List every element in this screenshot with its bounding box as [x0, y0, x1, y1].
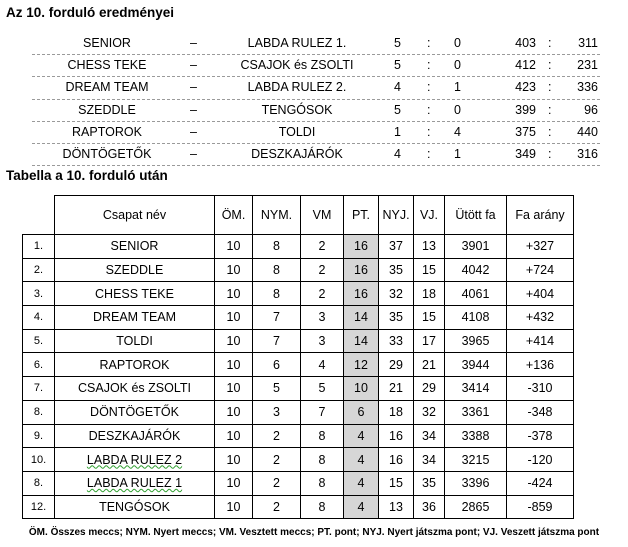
vj-cell: 15 — [414, 258, 445, 282]
pt-cell: 4 — [344, 471, 379, 495]
home-pins: 412 — [515, 58, 536, 73]
arany-cell: +404 — [507, 282, 574, 306]
away-team: DESZKAJÁRÓK — [251, 146, 343, 161]
pt-cell: 4 — [344, 424, 379, 448]
utott-cell: 3414 — [445, 377, 507, 401]
team-cell — [55, 471, 215, 495]
result-row — [32, 77, 600, 99]
nym-cell: 3 — [253, 400, 301, 424]
arany-cell: -348 — [507, 400, 574, 424]
score-colon: : — [427, 36, 431, 50]
utott-cell: 3361 — [445, 400, 507, 424]
vm-cell: 8 — [301, 424, 344, 448]
rank-cell: 12. — [23, 495, 55, 519]
nym-cell: 7 — [253, 329, 301, 353]
rank-header — [23, 196, 55, 235]
table-row — [23, 424, 574, 448]
dash: – — [190, 102, 197, 117]
score-colon: : — [427, 124, 431, 139]
away-pins: 96 — [584, 102, 598, 117]
pins-colon: : — [548, 146, 552, 161]
home-pins: 399 — [515, 102, 536, 117]
table-row — [23, 329, 574, 353]
om-cell: 10 — [215, 282, 253, 306]
home-pins: 423 — [515, 80, 536, 95]
om-cell: 10 — [215, 258, 253, 282]
away-pins: 440 — [577, 124, 598, 139]
nym-cell: 2 — [253, 448, 301, 472]
vm-cell: 5 — [301, 377, 344, 401]
utott-cell: 4042 — [445, 258, 507, 282]
vm-cell: 2 — [301, 282, 344, 306]
nym-cell: 6 — [253, 353, 301, 377]
home-pins: 349 — [515, 146, 536, 161]
away-score: 0 — [454, 102, 461, 117]
arany-header: Fa arány — [507, 196, 574, 235]
dash: – — [190, 58, 197, 73]
om-cell: 10 — [215, 235, 253, 259]
pt-cell: 16 — [344, 235, 379, 259]
pins-colon: : — [548, 36, 552, 50]
nym-cell: 5 — [253, 377, 301, 401]
nyj-cell: 18 — [379, 400, 414, 424]
vm-cell: 4 — [301, 353, 344, 377]
home-team: SENIOR — [83, 36, 131, 50]
arany-cell: -310 — [507, 377, 574, 401]
utott-cell: 4108 — [445, 306, 507, 330]
nym-cell: 7 — [253, 306, 301, 330]
home-team: SZEDDLE — [78, 102, 136, 117]
rank-cell: 7. — [23, 377, 55, 401]
nyj-cell: 37 — [379, 235, 414, 259]
team-cell: RAPTOROK — [55, 353, 215, 377]
pins-colon: : — [548, 58, 552, 73]
arany-cell: +724 — [507, 258, 574, 282]
om-cell: 10 — [215, 448, 253, 472]
nyj-cell: 13 — [379, 495, 414, 519]
table-row — [23, 448, 574, 472]
away-score: 0 — [454, 58, 461, 73]
arany-cell: -859 — [507, 495, 574, 519]
pt-cell: 14 — [344, 306, 379, 330]
vj-cell: 32 — [414, 400, 445, 424]
utott-cell: 3215 — [445, 448, 507, 472]
om-cell: 10 — [215, 377, 253, 401]
home-score: 5 — [394, 58, 401, 73]
om-cell: 10 — [215, 353, 253, 377]
away-score: 1 — [454, 80, 461, 95]
home-score: 4 — [394, 80, 401, 95]
utott-cell: 3396 — [445, 471, 507, 495]
pt-cell: 6 — [344, 400, 379, 424]
nyj-cell: 15 — [379, 471, 414, 495]
om-cell: 10 — [215, 424, 253, 448]
team-cell: CHESS TEKE — [55, 282, 215, 306]
pt-cell: 12 — [344, 353, 379, 377]
vm-header: VM — [301, 196, 344, 235]
vm-cell: 3 — [301, 329, 344, 353]
legend-footnote: ÖM. Összes meccs; NYM. Nyert meccs; VM. Vesztett meccs; PT. pont; NYJ. Nyert játszma pont; VJ. Veszett játszma pont — [28, 527, 600, 538]
om-cell: 10 — [215, 329, 253, 353]
pt-cell: 16 — [344, 258, 379, 282]
utott-cell: 3944 — [445, 353, 507, 377]
om-cell: 10 — [215, 306, 253, 330]
utott-cell: 3965 — [445, 329, 507, 353]
vj-cell: 34 — [414, 448, 445, 472]
nyj-cell: 33 — [379, 329, 414, 353]
vj-cell: 15 — [414, 306, 445, 330]
away-pins: 311 — [578, 36, 598, 50]
rank-cell: 3. — [23, 282, 55, 306]
team-cell: SZEDDLE — [55, 258, 215, 282]
result-row — [32, 100, 600, 122]
table-row — [23, 282, 574, 306]
utott-cell: 3901 — [445, 235, 507, 259]
pt-cell: 4 — [344, 495, 379, 519]
home-team: DÖNTÖGETŐK — [62, 146, 152, 161]
dash: – — [190, 124, 197, 139]
vm-cell: 8 — [301, 495, 344, 519]
result-row — [32, 122, 600, 144]
away-pins: 231 — [577, 58, 598, 73]
utott-cell: 3388 — [445, 424, 507, 448]
dash: – — [190, 80, 197, 95]
arany-cell: +327 — [507, 235, 574, 259]
om-header: ÖM. — [215, 196, 253, 235]
away-team: LABDA RULEZ 1. — [247, 36, 347, 50]
rank-cell: 9. — [23, 424, 55, 448]
away-pins: 316 — [577, 146, 598, 161]
arany-cell: -424 — [507, 471, 574, 495]
pt-header: PT. — [344, 196, 379, 235]
score-colon: : — [427, 80, 431, 95]
vj-cell: 21 — [414, 353, 445, 377]
home-team: RAPTOROK — [72, 124, 142, 139]
team-cell: TOLDI — [55, 329, 215, 353]
rank-cell: 10. — [23, 448, 55, 472]
pt-cell: 10 — [344, 377, 379, 401]
nyj-cell: 21 — [379, 377, 414, 401]
nym-cell: 8 — [253, 235, 301, 259]
nym-cell: 2 — [253, 424, 301, 448]
team-cell: DESZKAJÁRÓK — [55, 424, 215, 448]
standings-table — [22, 195, 574, 519]
score-colon: : — [427, 102, 431, 117]
vm-cell: 8 — [301, 448, 344, 472]
arany-cell: -120 — [507, 448, 574, 472]
rank-cell: 8. — [23, 400, 55, 424]
team-cell: SENIOR — [55, 235, 215, 259]
home-pins: 375 — [515, 124, 536, 139]
vm-cell: 2 — [301, 258, 344, 282]
results-list — [32, 33, 600, 166]
away-team: CSAJOK és ZSOLTI — [240, 58, 354, 73]
pins-colon: : — [548, 80, 552, 95]
nym-header: NYM. — [253, 196, 301, 235]
nym-cell: 8 — [253, 282, 301, 306]
utott-header: Ütött fa — [445, 196, 507, 235]
vj-cell: 35 — [414, 471, 445, 495]
arany-cell: +432 — [507, 306, 574, 330]
table-row — [23, 235, 574, 259]
nyj-cell: 32 — [379, 282, 414, 306]
team-cell: DÖNTÖGETŐK — [55, 400, 215, 424]
arany-cell: -378 — [507, 424, 574, 448]
vj-cell: 17 — [414, 329, 445, 353]
rank-cell: 4. — [23, 306, 55, 330]
result-row — [32, 144, 600, 166]
standings-title: Tabella a 10. forduló után — [6, 168, 168, 183]
vj-cell: 13 — [414, 235, 445, 259]
nyj-cell: 35 — [379, 258, 414, 282]
om-cell: 10 — [215, 471, 253, 495]
table-row — [23, 377, 574, 401]
home-score: 1 — [394, 124, 401, 139]
team-header: Csapat név — [55, 196, 215, 235]
home-team: CHESS TEKE — [67, 58, 147, 73]
vj-cell: 29 — [414, 377, 445, 401]
rank-cell: 5. — [23, 329, 55, 353]
rank-cell: 1. — [23, 235, 55, 259]
vj-cell: 36 — [414, 495, 445, 519]
team-name-spellcheck: LABDA RULEZ 1 — [86, 476, 183, 491]
team-cell: CSAJOK és ZSOLTI — [55, 377, 215, 401]
om-cell: 10 — [215, 495, 253, 519]
vm-cell: 7 — [301, 400, 344, 424]
results-title: Az 10. forduló eredményei — [6, 5, 175, 20]
table-row — [23, 258, 574, 282]
away-team: TOLDI — [278, 124, 316, 139]
table-row — [23, 471, 574, 495]
dash: – — [190, 36, 197, 50]
team-cell: TENGÓSOK — [55, 495, 215, 519]
pt-cell: 4 — [344, 448, 379, 472]
vj-header: VJ. — [414, 196, 445, 235]
nyj-cell: 29 — [379, 353, 414, 377]
pins-colon: : — [548, 124, 552, 139]
team-name-spellcheck: LABDA RULEZ 2 — [86, 452, 183, 467]
away-score: 0 — [454, 36, 461, 50]
home-score: 4 — [394, 146, 401, 161]
nyj-cell: 16 — [379, 448, 414, 472]
utott-cell: 4061 — [445, 282, 507, 306]
vm-cell: 2 — [301, 235, 344, 259]
vm-cell: 3 — [301, 306, 344, 330]
table-row — [23, 353, 574, 377]
standings-header-row — [23, 196, 574, 235]
nym-cell: 2 — [253, 471, 301, 495]
table-row — [23, 495, 574, 519]
home-score: 5 — [394, 102, 401, 117]
arany-cell: +136 — [507, 353, 574, 377]
vj-cell: 34 — [414, 424, 445, 448]
vm-cell: 8 — [301, 471, 344, 495]
dash: – — [190, 146, 197, 161]
arany-cell: +414 — [507, 329, 574, 353]
nyj-cell: 35 — [379, 306, 414, 330]
away-pins: 336 — [577, 80, 598, 95]
home-team: DREAM TEAM — [65, 80, 149, 95]
pt-cell: 16 — [344, 282, 379, 306]
result-row — [32, 55, 600, 77]
away-score: 1 — [454, 146, 461, 161]
nym-cell: 2 — [253, 495, 301, 519]
rank-cell: 8. — [23, 471, 55, 495]
away-score: 4 — [454, 124, 461, 139]
nyj-header: NYJ. — [379, 196, 414, 235]
vj-cell: 18 — [414, 282, 445, 306]
team-cell — [55, 448, 215, 472]
table-row — [23, 400, 574, 424]
nyj-cell: 16 — [379, 424, 414, 448]
om-cell: 10 — [215, 400, 253, 424]
utott-cell: 2865 — [445, 495, 507, 519]
table-row — [23, 306, 574, 330]
score-colon: : — [427, 58, 431, 73]
pins-colon: : — [548, 102, 552, 117]
away-team: TENGÓSOK — [261, 102, 333, 117]
team-cell: DREAM TEAM — [55, 306, 215, 330]
away-team: LABDA RULEZ 2. — [247, 80, 347, 95]
rank-cell: 2. — [23, 258, 55, 282]
home-pins: 403 — [515, 36, 536, 50]
score-colon: : — [427, 146, 431, 161]
rank-cell: 6. — [23, 353, 55, 377]
nym-cell: 8 — [253, 258, 301, 282]
pt-cell: 14 — [344, 329, 379, 353]
result-row — [32, 33, 600, 55]
home-score: 5 — [394, 36, 401, 50]
